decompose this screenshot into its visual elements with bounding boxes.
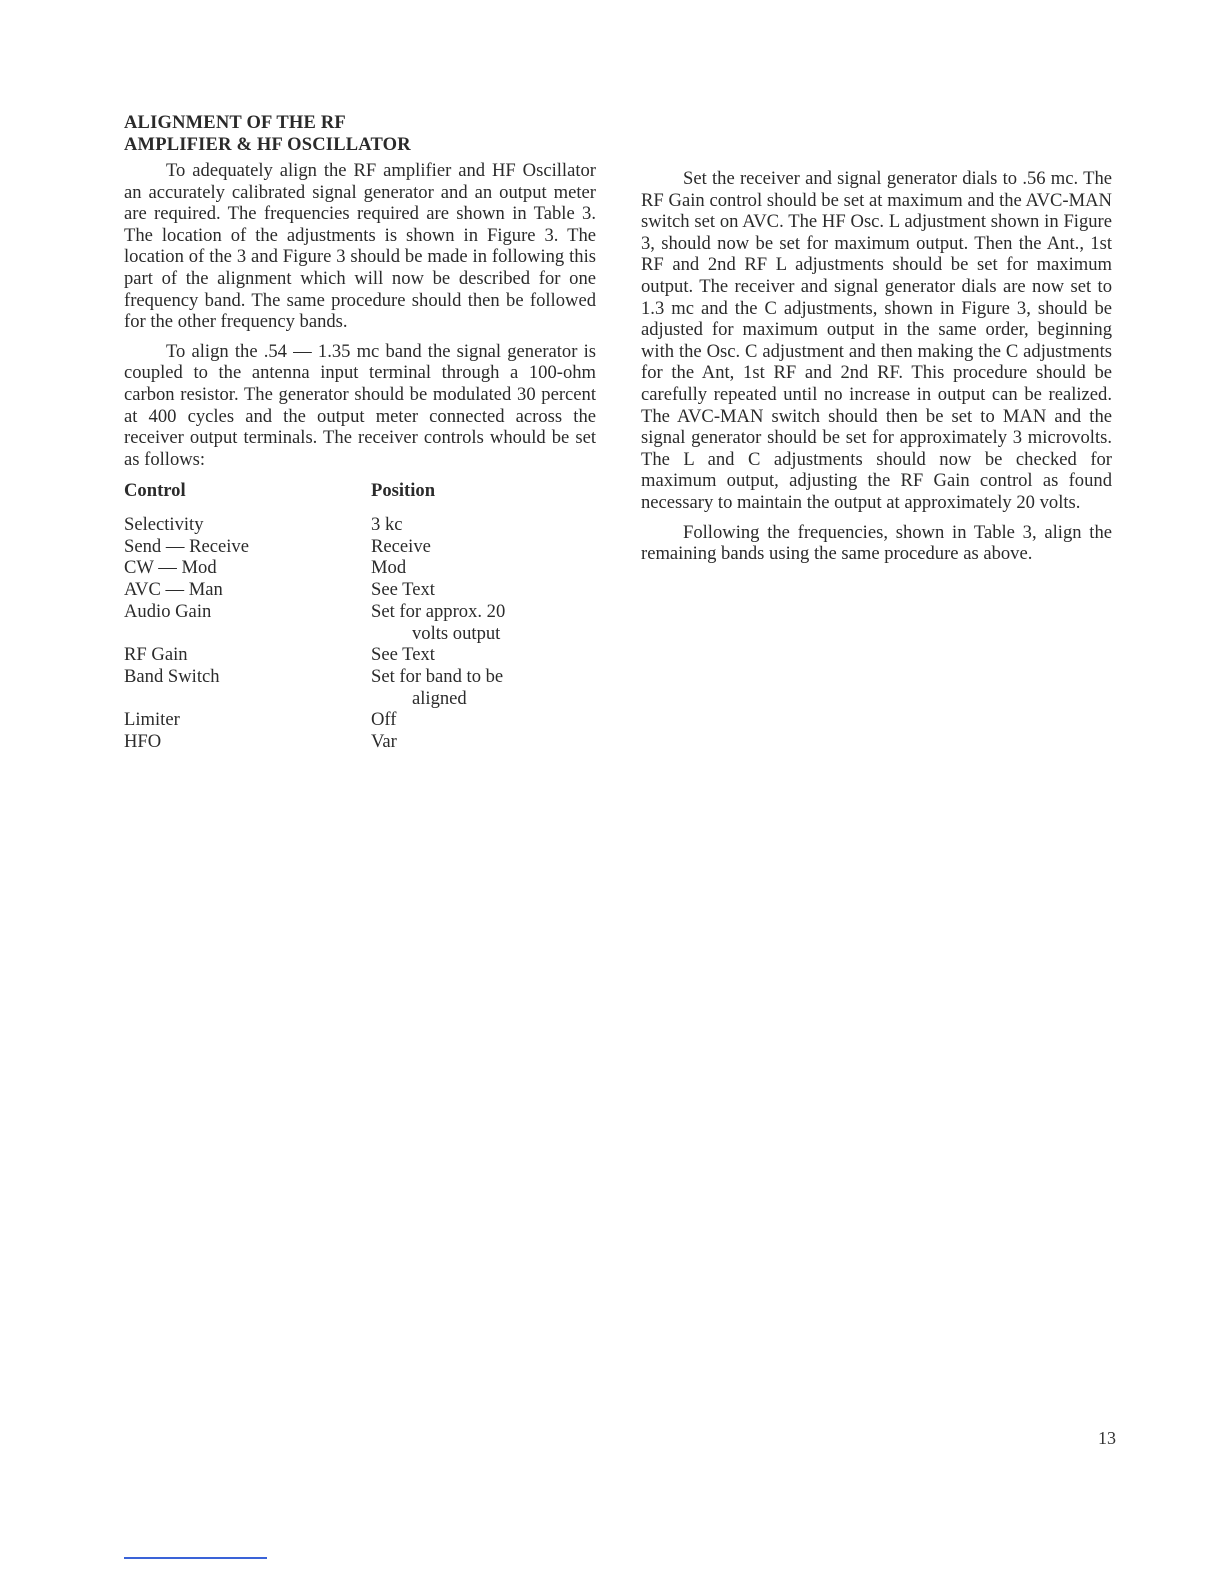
section-heading: [124, 112, 596, 156]
position-text: Set for band to be: [371, 665, 504, 687]
control-position: [371, 514, 596, 536]
controls-table: [124, 480, 596, 752]
position-text: 3 kc: [371, 514, 403, 536]
heading-line-2: AMPLIFIER & HF OSCILLATOR: [124, 135, 411, 155]
heading-line-1: ALIGNMENT OF THE RF: [124, 113, 346, 133]
control-position: [371, 644, 596, 666]
control-position: [371, 731, 596, 753]
table-row: [124, 731, 596, 753]
position-text: Mod: [371, 557, 407, 579]
header-control: Control: [124, 480, 186, 502]
control-position: [371, 536, 596, 558]
position-text: Receive: [371, 535, 431, 557]
right-paragraph-2: Following the frequencies, shown in Table 3, align the remaining bands using the same procedure as above.: [641, 521, 1112, 565]
control-position: [371, 601, 596, 644]
right-paragraph-1: Set the receiver and signal generator dials to .56 mc. The RF Gain control should be set at maximum and the AVC-MAN switch set on AVC. The HF Osc. L adjustment shown in Figure 3, should now be set for maximum output. Then the Ant., 1st RF and 2nd RF L adjustments should be set for maximum output. The receiver and signal generator dials are now set to 1.3 mc and the C adjustments, shown in Figure 3, should be adjusted for maximum output in the same order, beginning with the Osc. C adjustment and then making the C adjustments for the Ant, 1st RF and 2nd RF. This procedure should be carefully repeated until no increase in output can be realized. The AVC-MAN switch should then be set to MAN and the signal generator should be set for approximately 3 microvolts. The L and C adjustments should now be checked for maximum output, adjusting the RF Gain control as found necessary to maintain the output at approximately 20 volts.: [641, 168, 1112, 513]
left-column: [124, 112, 596, 753]
table-row: [124, 514, 596, 536]
table-row: [124, 601, 596, 644]
control-name: RF Gain: [124, 644, 188, 666]
table-row: [124, 644, 596, 666]
control-name: AVC — Man: [124, 579, 223, 601]
control-name: Selectivity: [124, 514, 204, 536]
position-continuation: volts output: [412, 622, 501, 644]
control-name: Limiter: [124, 709, 180, 731]
position-text: Var: [371, 731, 397, 753]
footer-rule: [124, 1557, 267, 1559]
control-position: [371, 666, 596, 709]
left-paragraph-2: To align the .54 — 1.35 mc band the signal generator is coupled to the antenna input terminal through a 100-ohm carbon resistor. The generator should be modulated 30 percent at 400 cycles and the output meter connected across the receiver output terminals. The receiver controls whould be set as follows:: [124, 340, 596, 470]
header-position: Position: [371, 480, 436, 502]
control-name: HFO: [124, 731, 162, 753]
controls-table-header: [124, 480, 596, 502]
control-name: CW — Mod: [124, 557, 217, 579]
table-row: [124, 666, 596, 709]
control-name: Band Switch: [124, 665, 220, 687]
position-text: See Text: [371, 579, 435, 601]
position-continuation: aligned: [412, 687, 467, 709]
position-text: See Text: [371, 644, 435, 666]
position-text: Off: [371, 709, 397, 731]
control-position: [371, 579, 596, 601]
control-position: [371, 709, 596, 731]
control-position: [371, 557, 596, 579]
table-row: [124, 536, 596, 558]
control-name: Send — Receive: [124, 535, 249, 557]
control-name: Audio Gain: [124, 600, 212, 622]
position-text: Set for approx. 20: [371, 600, 506, 622]
table-row: [124, 579, 596, 601]
left-paragraph-1: To adequately align the RF amplifier and HF Oscillator an accurately calibrated signal generator and an output meter are required. The frequencies required are shown in Table 3. The location of the adjustments is shown in Figure 3. The location of the 3 and Figure 3 should be made in following this part of the alignment which will now be described for one frequency band. The same procedure should then be followed for the other frequency bands.: [124, 160, 596, 333]
right-column: [641, 168, 1112, 573]
table-row: [124, 709, 596, 731]
page-number: 13: [1098, 1428, 1116, 1448]
table-row: [124, 557, 596, 579]
